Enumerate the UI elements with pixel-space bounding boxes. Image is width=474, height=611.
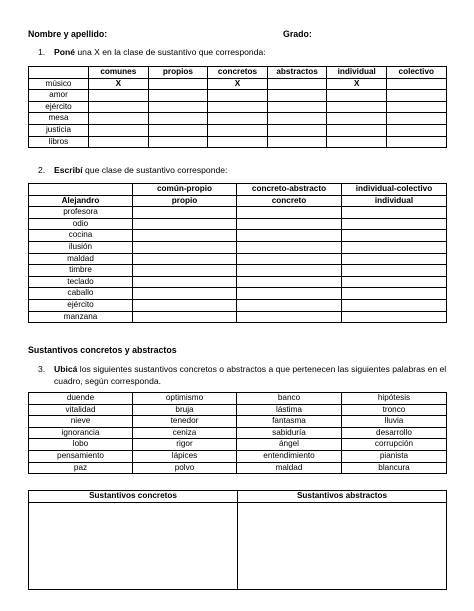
table-row — [29, 101, 447, 113]
concrete-answer-cell[interactable] — [29, 502, 238, 589]
column-header: abstractos — [267, 67, 327, 79]
answer-cell[interactable] — [386, 90, 446, 102]
question-3 — [38, 364, 446, 374]
table-row — [29, 288, 447, 300]
word-cell: sabiduría — [237, 427, 342, 439]
noun-type-table — [28, 183, 447, 323]
word-cell: lluvia — [342, 416, 447, 428]
answer-cell[interactable] — [342, 241, 447, 253]
table-row — [29, 299, 447, 311]
column-header: comunes — [89, 67, 149, 79]
question-verb: Escribí — [54, 165, 83, 175]
answer-cell[interactable] — [133, 230, 237, 242]
answer-cell[interactable] — [386, 78, 446, 90]
word-cell: polvo — [133, 462, 237, 474]
question-3-line-2: cuadro, según corresponda. — [54, 376, 162, 386]
question-number: 2. — [38, 165, 46, 175]
abstract-header: Sustantivos abstractos — [238, 491, 447, 503]
column-header: concreto — [237, 195, 342, 207]
name-label: Nombre y apellido: — [28, 29, 108, 39]
word-cell: corrupción — [342, 439, 447, 451]
column-header: colectivo — [386, 67, 446, 79]
word-cell: vitalidad — [29, 404, 133, 416]
table-row — [29, 136, 447, 148]
table-row — [29, 276, 447, 288]
answer-cell[interactable] — [237, 230, 342, 242]
column-header: individual — [342, 195, 447, 207]
table-row — [29, 404, 447, 416]
answer-cell[interactable] — [237, 218, 342, 230]
word-cell: ceniza — [133, 427, 237, 439]
answer-cell[interactable] — [342, 253, 447, 265]
answer-cell[interactable] — [208, 136, 268, 148]
table-row — [29, 241, 447, 253]
word-cell: duende — [29, 393, 133, 405]
answer-cell[interactable] — [267, 78, 327, 90]
answer-cell[interactable] — [386, 136, 446, 148]
answer-cell[interactable] — [342, 311, 447, 323]
answer-cell[interactable] — [237, 276, 342, 288]
answer-cell[interactable] — [237, 299, 342, 311]
abstract-answer-cell[interactable] — [238, 502, 447, 589]
answer-cell[interactable] — [386, 101, 446, 113]
noun-label: libros — [29, 136, 89, 148]
table-row — [29, 393, 447, 405]
word-cell: nieve — [29, 416, 133, 428]
answer-cell[interactable] — [267, 113, 327, 125]
word-cell: ángel — [237, 439, 342, 451]
answer-cell[interactable] — [386, 113, 446, 125]
answer-cell[interactable] — [148, 101, 208, 113]
answer-cell[interactable] — [237, 207, 342, 219]
column-header — [29, 67, 89, 79]
table-row — [29, 439, 447, 451]
question-number: 1. — [38, 47, 46, 57]
answer-cell[interactable] — [208, 113, 268, 125]
table-header-row — [29, 184, 447, 196]
table-row — [29, 124, 447, 136]
word-cell: tronco — [342, 404, 447, 416]
table-header-row — [29, 67, 447, 79]
answer-cell[interactable] — [148, 136, 208, 148]
answer-cell[interactable] — [133, 288, 237, 300]
table-row — [29, 78, 447, 90]
answer-cell[interactable] — [267, 136, 327, 148]
noun-label: amor — [29, 90, 89, 102]
noun-label: ilusión — [29, 241, 133, 253]
word-cell: pensamiento — [29, 450, 133, 462]
answer-cell[interactable] — [267, 90, 327, 102]
column-header: común-propio — [133, 184, 237, 196]
answer-cell[interactable]: X — [327, 78, 387, 90]
answer-cell[interactable] — [237, 288, 342, 300]
column-header — [29, 184, 133, 196]
column-header: propios — [148, 67, 208, 79]
noun-label: mesa — [29, 113, 89, 125]
answer-cell[interactable] — [342, 207, 447, 219]
table-row — [29, 253, 447, 265]
word-bank-table — [28, 392, 447, 474]
answer-cell[interactable] — [148, 78, 208, 90]
table-row — [29, 416, 447, 428]
answer-cell[interactable] — [89, 113, 149, 125]
table-row — [29, 265, 447, 277]
table-row — [29, 311, 447, 323]
word-cell: paz — [29, 462, 133, 474]
answer-cell[interactable] — [237, 265, 342, 277]
noun-class-table — [28, 66, 447, 148]
answer-cell[interactable] — [133, 265, 237, 277]
section-title: Sustantivos concretos y abstractos — [28, 345, 177, 355]
answer-cell[interactable] — [89, 124, 149, 136]
answer-cell[interactable] — [327, 113, 387, 125]
word-cell: blancura — [342, 462, 447, 474]
noun-label: profesora — [29, 207, 133, 219]
noun-label: caballo — [29, 288, 133, 300]
column-header: concreto-abstracto — [237, 184, 342, 196]
answer-cell[interactable]: X — [89, 78, 149, 90]
question-text: los siguientes sustantivos concretos o abstractos a que pertenecen las siguientes palabras en el — [77, 364, 447, 374]
word-cell: bruja — [133, 404, 237, 416]
answer-cell[interactable] — [342, 265, 447, 277]
answer-cell[interactable] — [327, 124, 387, 136]
word-cell: tenedor — [133, 416, 237, 428]
example-noun: Alejandro — [29, 195, 133, 207]
word-cell: fantasma — [237, 416, 342, 428]
answer-cell[interactable] — [148, 124, 208, 136]
word-cell: ignorancia — [29, 427, 133, 439]
table-row — [29, 90, 447, 102]
question-text: que clase de sustantivo corresponde: — [82, 165, 228, 175]
concrete-header: Sustantivos concretos — [29, 491, 238, 503]
answer-cell[interactable] — [89, 136, 149, 148]
answer-cell[interactable] — [267, 124, 327, 136]
word-cell: desarrollo — [342, 427, 447, 439]
answer-cell[interactable] — [208, 124, 268, 136]
answer-cell[interactable] — [148, 113, 208, 125]
answer-cell[interactable] — [342, 299, 447, 311]
table-row — [29, 230, 447, 242]
table-row — [29, 462, 447, 474]
answer-cell[interactable] — [133, 241, 237, 253]
answer-cell[interactable] — [133, 253, 237, 265]
noun-label: teclado — [29, 276, 133, 288]
answer-cell[interactable] — [342, 218, 447, 230]
table-header-row — [29, 195, 447, 207]
noun-label: maldad — [29, 253, 133, 265]
column-header: individual — [327, 67, 387, 79]
answer-cell[interactable] — [327, 90, 387, 102]
table-row — [29, 207, 447, 219]
answer-cell[interactable] — [89, 101, 149, 113]
noun-label: manzana — [29, 311, 133, 323]
question-2 — [38, 165, 227, 175]
answer-cell[interactable] — [133, 207, 237, 219]
column-header: individual-colectivo — [342, 184, 447, 196]
answer-cell[interactable] — [133, 311, 237, 323]
answer-cell[interactable] — [237, 253, 342, 265]
word-cell: lobo — [29, 439, 133, 451]
answer-table — [28, 490, 447, 590]
table-row — [29, 218, 447, 230]
table-row — [29, 113, 447, 125]
answer-cell[interactable] — [342, 276, 447, 288]
table-row — [29, 450, 447, 462]
noun-label: ejército — [29, 101, 89, 113]
answer-cell[interactable] — [237, 311, 342, 323]
noun-label: timbre — [29, 265, 133, 277]
noun-label: ejército — [29, 299, 133, 311]
answer-cell[interactable] — [133, 299, 237, 311]
word-cell: entendimiento — [237, 450, 342, 462]
answer-cell[interactable] — [342, 230, 447, 242]
answer-cell[interactable] — [237, 241, 342, 253]
question-number: 3. — [38, 364, 46, 374]
answer-cell[interactable] — [327, 136, 387, 148]
question-1 — [38, 47, 266, 57]
noun-label: odio — [29, 218, 133, 230]
word-cell: hipótesis — [342, 393, 447, 405]
word-cell: pianista — [342, 450, 447, 462]
column-header: propio — [133, 195, 237, 207]
answer-cell[interactable]: X — [208, 78, 268, 90]
answer-cell[interactable] — [386, 124, 446, 136]
answer-cell[interactable] — [342, 288, 447, 300]
word-cell: banco — [237, 393, 342, 405]
answer-cell[interactable] — [133, 218, 237, 230]
word-cell: lástima — [237, 404, 342, 416]
noun-label: justicia — [29, 124, 89, 136]
question-verb: Poné — [54, 47, 76, 57]
answer-cell[interactable] — [208, 101, 268, 113]
word-cell: rigor — [133, 439, 237, 451]
noun-label: cocina — [29, 230, 133, 242]
question-text: una X en la clase de sustantivo que corresponda: — [75, 47, 266, 57]
word-cell: lápices — [133, 450, 237, 462]
question-verb: Ubicá — [54, 364, 78, 374]
answer-cell[interactable] — [148, 90, 208, 102]
grade-label: Grado: — [283, 29, 312, 39]
answer-cell[interactable] — [327, 101, 387, 113]
noun-label: músico — [29, 78, 89, 90]
answer-cell[interactable] — [208, 90, 268, 102]
answer-cell[interactable] — [267, 101, 327, 113]
answer-cell[interactable] — [89, 90, 149, 102]
column-header: concretos — [208, 67, 268, 79]
word-cell: optimismo — [133, 393, 237, 405]
word-cell: maldad — [237, 462, 342, 474]
table-row — [29, 427, 447, 439]
answer-cell[interactable] — [133, 276, 237, 288]
